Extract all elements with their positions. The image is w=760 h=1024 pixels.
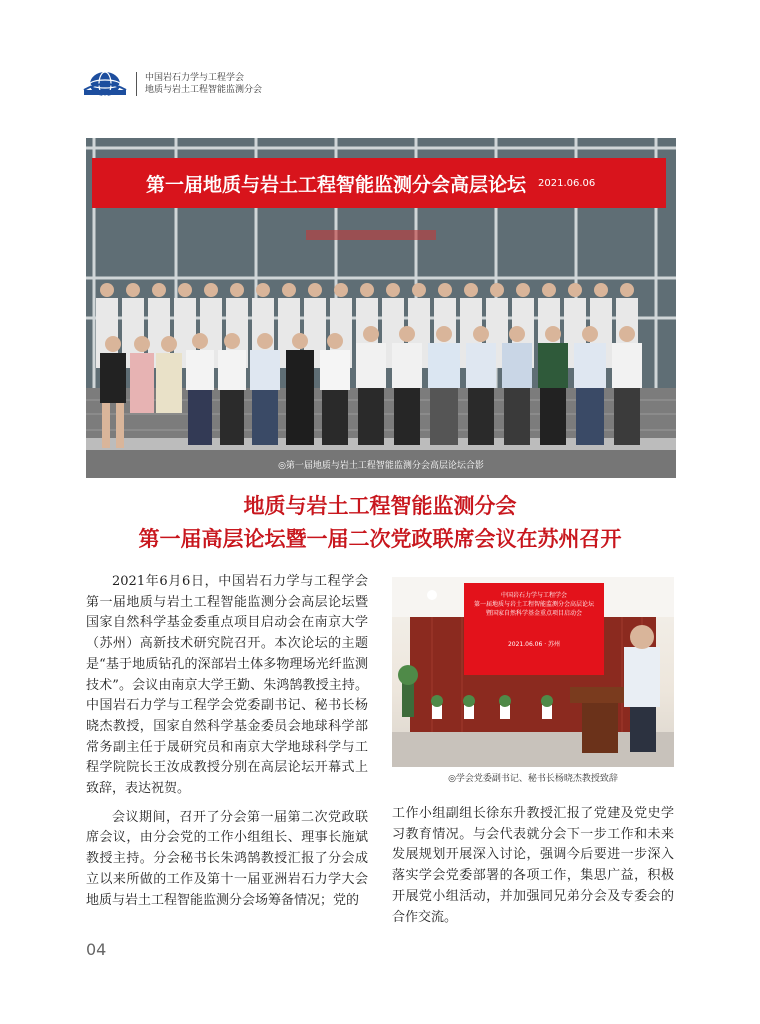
article-paragraph-1: 2021年6月6日，中国岩石力学与工程学会第一届地质与岩土工程智能监测分会高层论坛暨国家自然科学基金委重点项目启动会在南京大学（苏州）高新技术研究院召开。本次论坛的主题是“基于地质钻孔的深部岩土体多物理场光纤监测技术”。会议由南京大学王勤、朱鸿鹄教授主持。中国岩石力学与工程学会党委副书记、秘书长杨晓杰教授，国家自然科学基金委员会地球科学部常务副主任于晟研究员和南京大学地球科学与工程学院院长王汝成教授分别在高层论坛开幕式上致辞，表达祝贺。 (86, 574, 368, 797)
group-photo-caption: ◎第一届地质与岩土工程智能监测分会高层论坛合影 (86, 450, 676, 478)
speaker-photo-caption: ◎学会党委副书记、秘书长杨晓杰教授致辞 (448, 774, 618, 784)
org-line-1: 中国岩石力学与工程学会 (145, 73, 245, 83)
article-paragraph-2-continued: 工作小组副组长徐东升教授汇报了党建及党史学习教育情况。与会代表就分会下一步工作和未来发展规划开展深入讨论，强调今后要进一步深入落实学会党委部署的各项工作，集思广益，积极开展党小组活动，并加强同兄弟分会及专委会的合作交流。 (392, 806, 674, 925)
article-headline (0, 490, 760, 556)
article-column-left (86, 572, 368, 911)
org-line-2: 地质与岩土工程智能监测分会 (145, 85, 263, 95)
header-divider (136, 72, 137, 96)
organization-name (145, 72, 262, 96)
group-photo (86, 138, 676, 478)
speaker-photo (392, 577, 674, 767)
forum-banner (92, 158, 666, 208)
headline-line-1: 地质与岩土工程智能监测分会 (243, 494, 517, 518)
screen-line-1: 中国岩石力学与工程学会 (500, 592, 567, 599)
headline-line-2: 第一届高层论坛暨一届二次党政联席会议在苏州召开 (138, 527, 622, 551)
banner-date: 2021.06.06 (538, 177, 596, 189)
screen-line-3: 暨国家自然科学基金重点项目启动会 (485, 610, 582, 617)
article-column-right (392, 804, 674, 928)
screen-text (466, 591, 602, 649)
page-header (82, 68, 262, 100)
screen-date: 2021.06.06 · 苏州 (507, 641, 561, 648)
page-number: 04 (86, 940, 107, 959)
banner-title: 第一届地质与岩土工程智能监测分会高层论坛 (146, 173, 527, 196)
screen-line-2: 第一届地质与岩土工程智能监测分会高层论坛 (473, 601, 594, 608)
article-paragraph-2: 会议期间，召开了分会第一届第二次党政联席会议，由分会党的工作小组组长、理事长施斌教授主持。分会秘书长朱鸿鹄教授汇报了分会成立以来所做的工作及第十一届亚洲岩石力学大会地质与岩土工程智能监测分会场筹备情况；党的 (86, 809, 368, 908)
society-logo-icon (82, 70, 128, 98)
